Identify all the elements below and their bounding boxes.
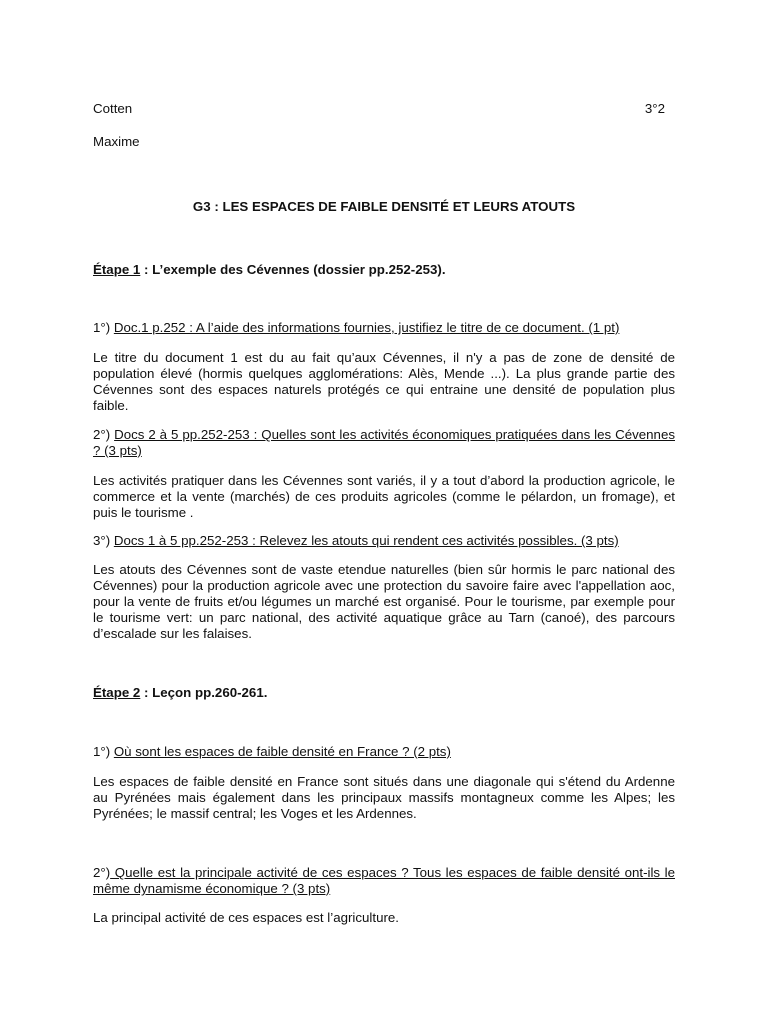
step2-answer2: La principal activité de ces espaces est l’agriculture. xyxy=(93,910,399,925)
step1-answer2: Les activités pratiquer dans les Cévennes sont variés, il y a tout d’abord la production agricole, le commerce et la vente (marchés) de ces produits agricoles (comme le pélardon, un fromage), et puis le tourisme . xyxy=(93,473,675,520)
step1-answer3: Les atouts des Cévennes sont de vaste etendue naturelles (bien sûr hormis le parc national des Cévennes) pour la production agricole avec une protection du savoire faire avec l'appellation aoc, pour la vente de fruits et/ou légumes un marché est organisé. Pour le tourisme, par exemple pour le tourisme vert: un parc national, des activité aquatique grâce au Tarn (canoé), des parcours d’escalade sur les falaises. xyxy=(93,562,675,641)
step1-answer1: Le titre du document 1 est du au fait qu’aux Cévennes, il n'y a pas de zone de densité de population élevé (hormis quelques agglomérations: Alès, Mende ...). La plus grande partie des Cévennes sont des espaces naturels protégés ce qui entraine une densité de population plus faible. xyxy=(93,350,675,413)
student-first-name: Maxime xyxy=(93,134,140,149)
document-page xyxy=(93,0,675,1024)
class-label: 3°2 xyxy=(644,101,665,116)
question-number: 3°) xyxy=(93,533,114,548)
question-number: 2°) xyxy=(93,865,111,880)
step1-heading-text: : L’exemple des Cévennes (dossier pp.252-253). xyxy=(140,262,446,277)
step1-question2 xyxy=(93,427,675,459)
question-text: Où sont les espaces de faible densité en France ? (2 pts) xyxy=(113,744,451,759)
question-number: 1°) xyxy=(93,744,114,759)
question-text: Doc.1 p.252 : A l’aide des informations fournies, justifiez le titre de ce document. (1 pt) xyxy=(113,320,620,335)
question-text: Quelle est la principale activité de ces espaces ? Tous les espaces de faible densité ont-ils le même dynamisme économique ? (3 pts) xyxy=(93,865,675,896)
question-text: Docs 1 à 5 pp.252-253 : Relevez les atouts qui rendent ces activités possibles. (3 pts) xyxy=(113,533,619,548)
question-number: 2°) xyxy=(93,427,115,442)
step2-heading xyxy=(93,685,675,701)
step2-question1 xyxy=(93,744,675,760)
step1-question3 xyxy=(93,533,675,549)
document-title: G3 : LES ESPACES DE FAIBLE DENSITÉ ET LEURS ATOUTS xyxy=(192,199,576,214)
step2-question2 xyxy=(93,865,675,897)
student-last-name: Cotten xyxy=(93,101,133,116)
step2-label: Étape 2 xyxy=(93,685,141,700)
header-row xyxy=(93,101,675,117)
step2-heading-text: : Leçon pp.260-261. xyxy=(140,685,268,700)
step1-label: Étape 1 xyxy=(93,262,141,277)
question-text: Docs 2 à 5 pp.252-253 : Quelles sont les activités économiques pratiquées dans les Cévennes ? (3 pts) xyxy=(93,427,675,458)
step2-answer1: Les espaces de faible densité en France sont situés dans une diagonale qui s'étend du Ardenne au Pyrénées mais également dans les principaux massifs montagneux comme les Alpes; les Pyrénées; le massif central; les Voges et les Ardennes. xyxy=(93,774,675,821)
question-number: 1°) xyxy=(93,320,114,335)
step1-heading xyxy=(93,262,675,278)
step1-question1 xyxy=(93,320,675,336)
